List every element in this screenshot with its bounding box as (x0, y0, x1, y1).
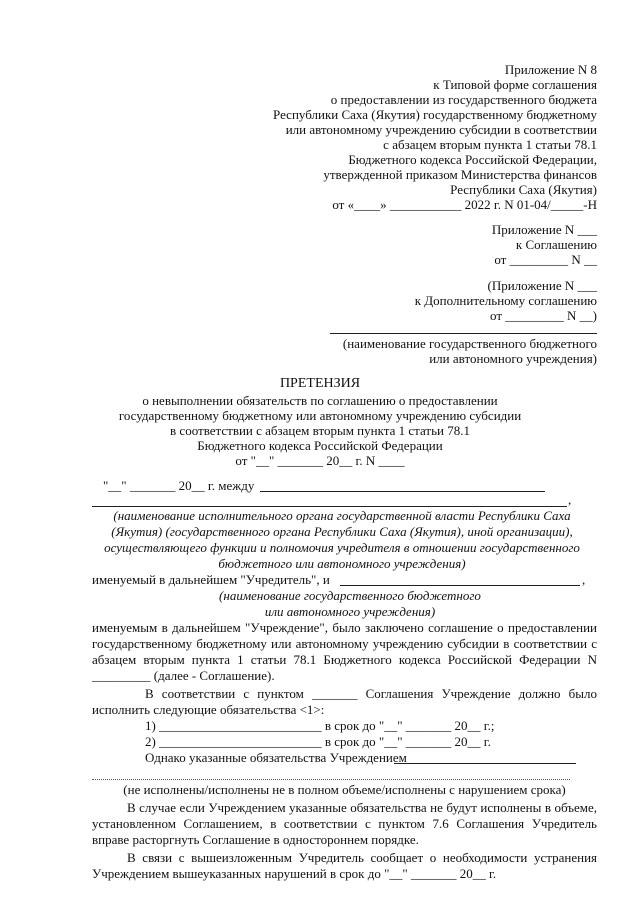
paragraph-agreement: именуемым в дальнейшем "Учреждение", было заключено соглашение о предоставлении государственному бюджетному или автономному учреждению субсидии в соответствии с абзацем вторым пункта 1 статьи 78.1 Бюджетного кодекса Российской Федерации N _________ (далее - Соглашение). (92, 620, 597, 683)
institution-caption: (наименование государственного бюджетного (219, 588, 481, 603)
status-caption: (не исполнены/исполнены не в полном объеме/исполнены с нарушением срока) (123, 782, 566, 797)
institution-caption: или автономного учреждения) (264, 604, 436, 619)
party-name-field[interactable] (260, 491, 545, 492)
additional-ref-line: (Приложение N ___ (487, 278, 597, 293)
title-line: в соответствии с абзацем вторым пункта 1 статьи 78.1 (170, 423, 470, 438)
appendix-line: от «____» ___________ 2022 г. N 01-04/_____-Н (332, 197, 597, 212)
founder-caption: бюджетного или автономного учреждения) (218, 556, 466, 571)
comma: , (582, 572, 586, 587)
paragraph-remedy: В связи с вышеизложенным Учредитель сообщает о необходимости устранения Учреждением вышеуказанных нарушений в срок до "__" _______ 20__ г. (92, 850, 597, 881)
title-line: государственному бюджетному или автономному учреждению субсидии (118, 408, 522, 423)
institution-name-field[interactable] (340, 585, 580, 586)
appendix-line: Приложение N 8 (504, 62, 597, 77)
founder-name-field[interactable] (92, 506, 567, 507)
agreement-ref-line: от _________ N __ (494, 252, 597, 267)
founder-caption: (наименование исполнительного органа государственной власти Республики Саха (113, 508, 571, 523)
recipient-name-line[interactable] (330, 333, 597, 334)
paragraph-obligations: В соответствии с пунктом _______ Соглашения Учреждение должно было исполнить следующие обязательства <1>: (92, 686, 597, 717)
obligation-item-2: 2) _________________________ в срок до "__" _______ 20__ г. (145, 734, 491, 749)
founder-caption: (Якутия) (государственного органа Республики Саха (Якутия), иной организации), (111, 524, 573, 539)
founder-caption: осуществляющего функции и полномочия учредителя в отношении государственного (104, 540, 580, 555)
obligation-item-1: 1) _________________________ в срок до "__" _______ 20__ г.; (145, 718, 495, 733)
appendix-line: к Типовой форме соглашения (433, 77, 597, 92)
title-line: о невыполнении обязательств по соглашению о предоставлении (142, 393, 498, 408)
paragraph-termination: В случае если Учреждением указанные обязательства не будут исполнены в объеме, установленном Соглашением, в соответствии с пунктом 7.6 Соглашения Учредитель вправе расторгнуть Соглашение в одностороннем порядке. (92, 800, 597, 847)
appendix-line: утвержденной приказом Министерства финансов (323, 167, 597, 182)
recipient-caption: (наименование государственного бюджетного (342, 336, 597, 351)
however-line: Однако указанные обязательства Учреждением (145, 750, 407, 765)
appendix-line: Республики Саха (Якутия) государственному бюджетному (273, 107, 597, 122)
additional-ref-line: от _________ N __) (490, 308, 597, 323)
comma: , (568, 492, 572, 507)
appendix-line: или автономному учреждению субсидии в соответствии (285, 122, 597, 137)
status-field[interactable] (394, 763, 576, 764)
agreement-ref-line: Приложение N ___ (491, 222, 597, 237)
named-founder-line: именуемый в дальнейшем "Учредитель", и (92, 572, 330, 587)
document-title: ПРЕТЕНЗИЯ (279, 376, 361, 391)
title-line: Бюджетного кодекса Российской Федерации (197, 438, 443, 453)
recipient-caption: или автономного учреждения) (429, 351, 597, 366)
appendix-line: Бюджетного кодекса Российской Федерации, (348, 152, 597, 167)
status-field-line[interactable] (92, 779, 570, 780)
title-date-line: от "__" _______ 20__ г. N ____ (235, 453, 405, 468)
appendix-line: Республики Саха (Якутия) (450, 182, 597, 197)
appendix-line: о предоставлении из государственного бюджета (330, 92, 597, 107)
appendix-line: с абзацем вторым пункта 1 статьи 78.1 (383, 137, 597, 152)
agreement-ref-line: к Соглашению (515, 237, 597, 252)
additional-ref-line: к Дополнительному соглашению (414, 293, 597, 308)
between-line: "__" _______ 20__ г. между (103, 478, 255, 493)
